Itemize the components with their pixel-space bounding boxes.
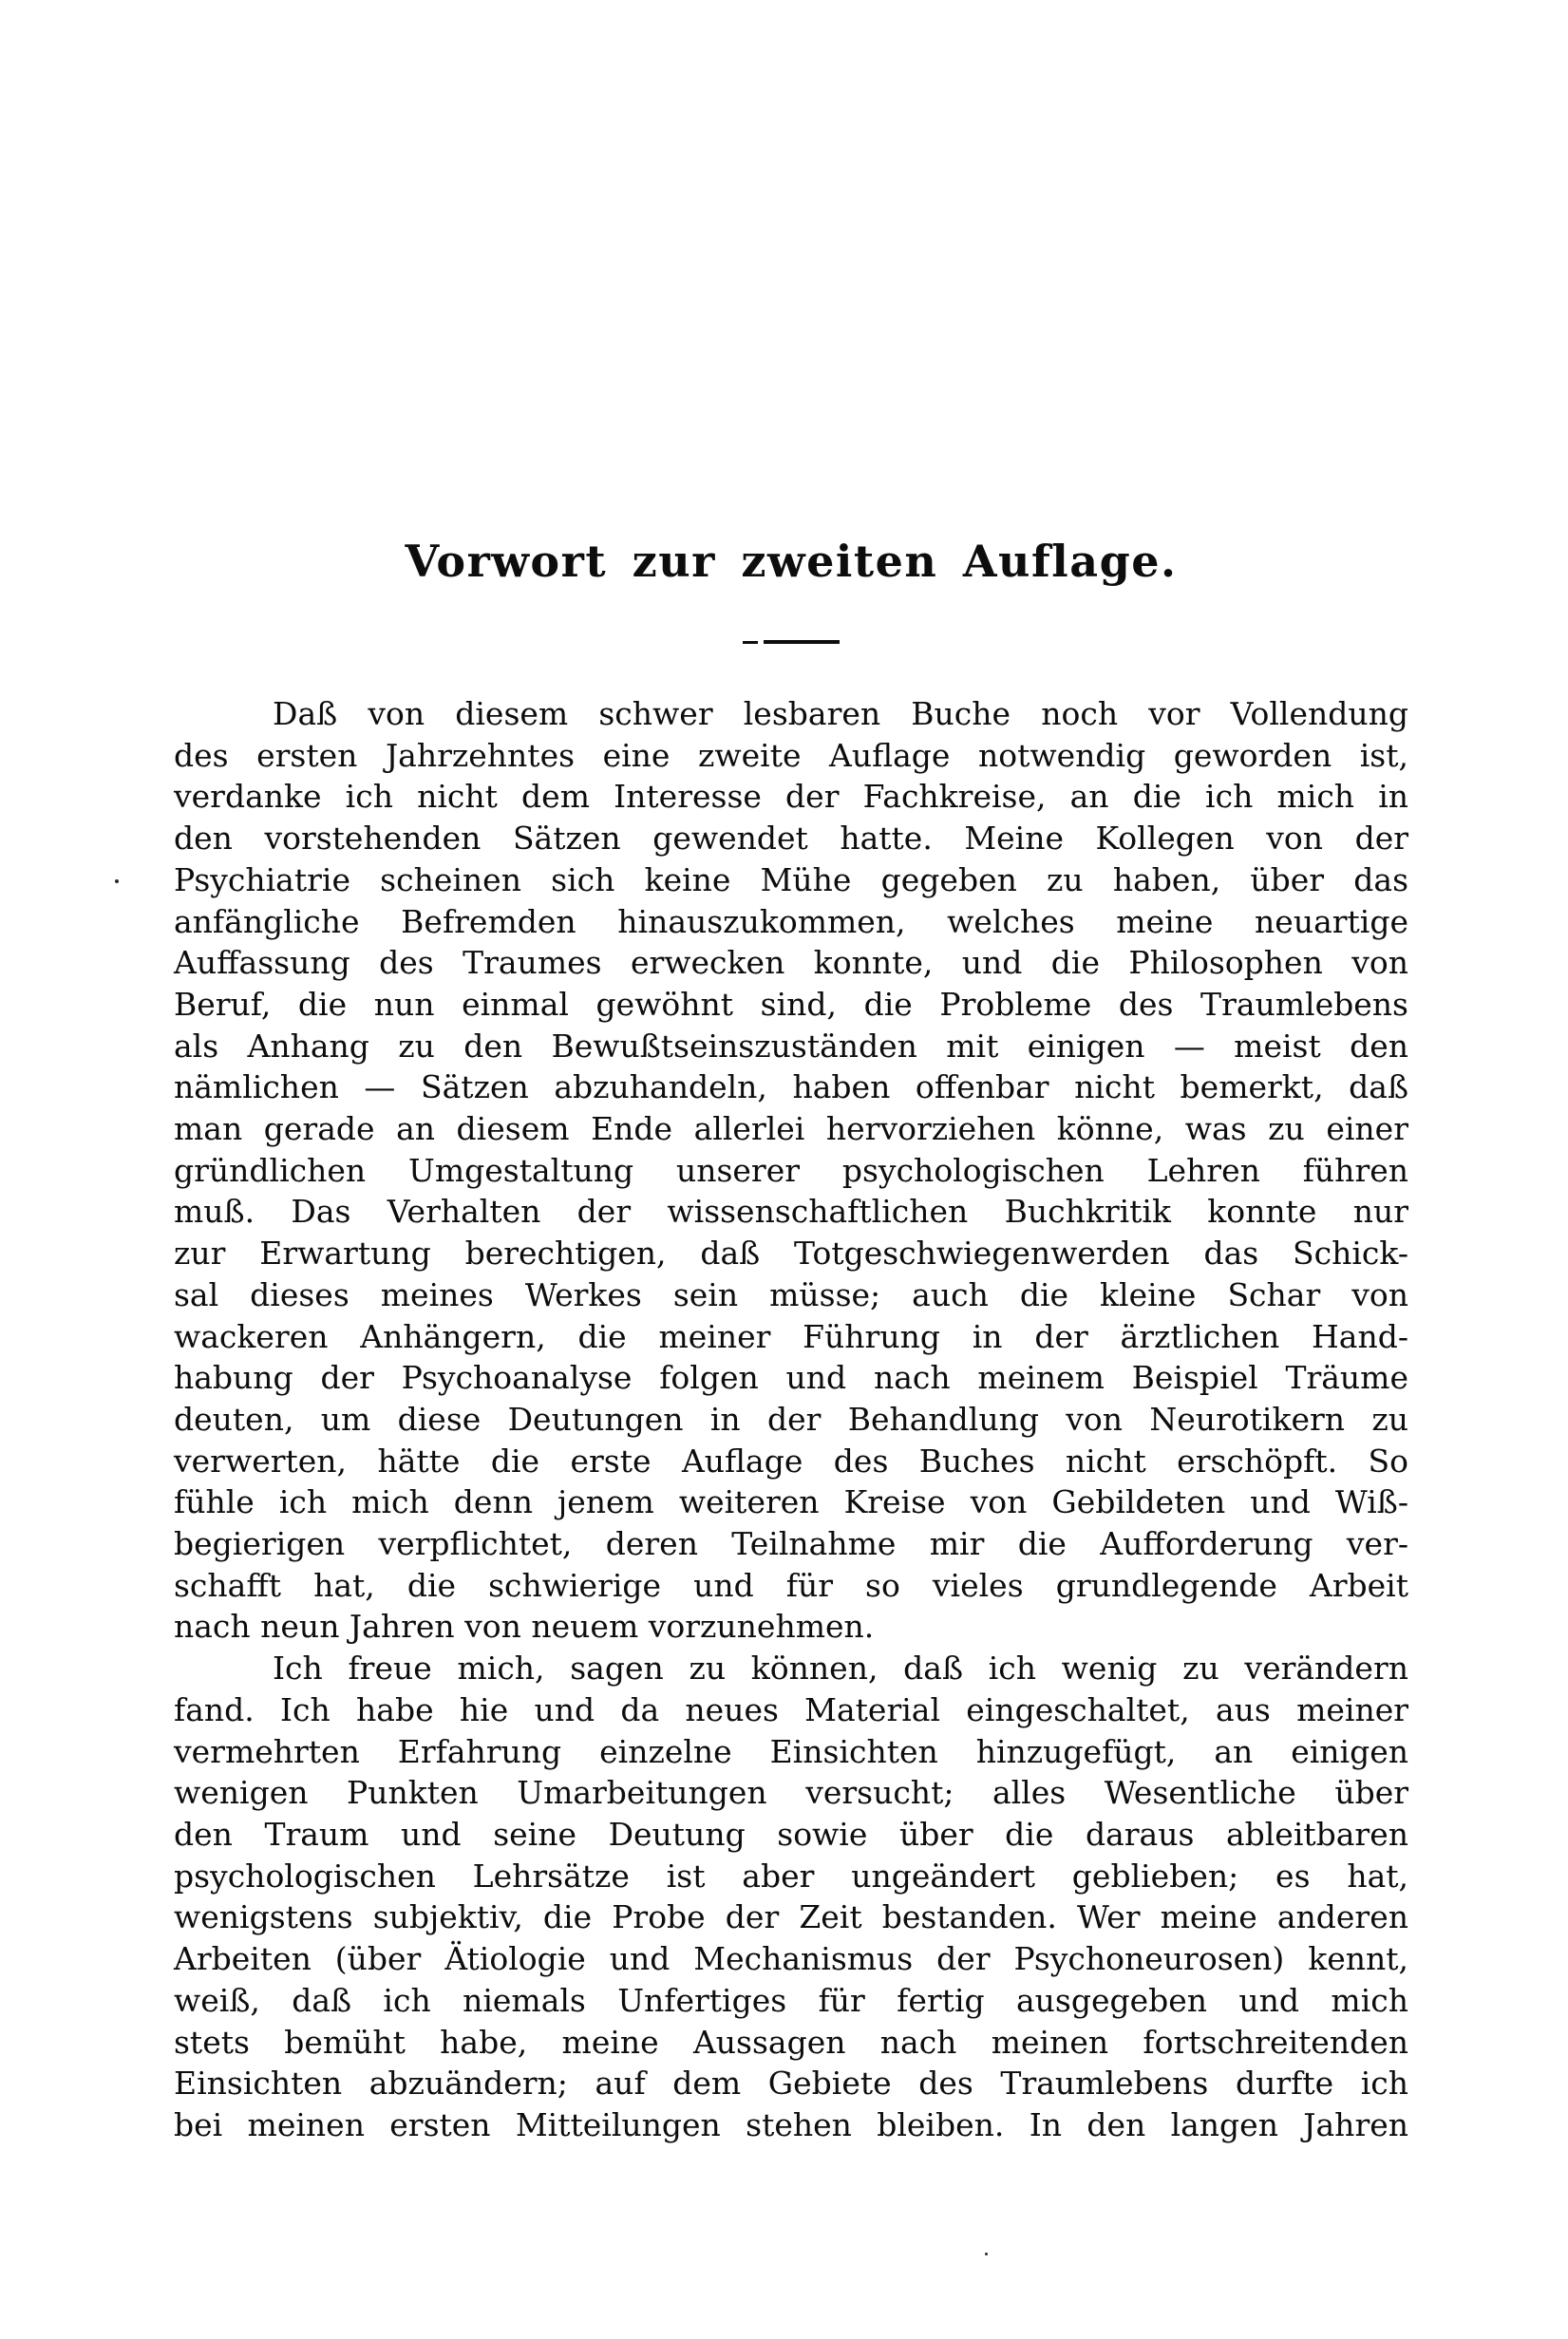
divider-dash-long [764,640,840,644]
text-line: wackeren Anhängern, die meiner Führung in der ärztlichen Hand- [174,1317,1408,1355]
text-line: gründlichen Umgestaltung unserer psychologischen Lehren führen [174,1151,1408,1189]
title-divider-rule [174,640,1408,644]
text-line: verwerten, hätte die erste Auflage des Buches nicht erschöpft. So [174,1442,1408,1480]
text-line: den Traum und seine Deutung sowie über die daraus ableitbaren [174,1815,1408,1853]
scan-speck [115,879,119,883]
text-line: Auffassung des Traumes erwecken konnte, und die Philosophen von [174,944,1408,982]
text-line: psychologischen Lehrsätze ist aber ungeändert geblieben; es hat, [174,1857,1408,1895]
divider-dash-short [743,641,758,644]
text-line: deuten, um diese Deutungen in der Behandlung von Neurotikern zu [174,1400,1408,1438]
text-line: schafft hat, die schwierige und für so vieles grundlegende Arbeit [174,1566,1408,1604]
page-title: Vorwort zur zweiten Auflage. [405,536,1178,587]
text-line: sal dieses meines Werkes sein müsse; auch die kleine Schar von [174,1275,1408,1313]
text-line: zur Erwartung berechtigen, daß Totgeschwiegenwerden das Schick- [174,1235,1408,1273]
text-line: Daß von diesem schwer lesbaren Buche noch vor Vollendung [273,695,1408,732]
text-line: Psychiatrie scheinen sich keine Mühe gegeben zu haben, über das [174,860,1408,898]
text-line: stets bemüht habe, meine Aussagen nach meinen fortschreitenden [174,2023,1408,2061]
text-line: den vorstehenden Sätzen gewendet hatte. Meine Kollegen von der [174,820,1408,858]
text-line: als Anhang zu den Bewußtseinszuständen mit einigen — meist den [174,1027,1408,1065]
text-line: verdanke ich nicht dem Interesse der Fachkreise, an die ich mich in [174,778,1408,816]
text-line: Ich freue mich, sagen zu können, daß ich wenig zu verändern [273,1650,1408,1688]
text-line: nämlichen — Sätzen abzuhandeln, haben offenbar nicht bemerkt, daß [174,1068,1408,1106]
text-line: Arbeiten (über Ätiologie und Mechanismus der Psychoneurosen) kennt, [174,1940,1408,1978]
scan-speck [985,2253,988,2255]
text-line: man gerade an diesem Ende allerlei hervorziehen könne, was zu einer [174,1110,1408,1148]
text-line: begierigen verpflichtet, deren Teilnahme mir die Aufforderung ver- [174,1525,1408,1563]
text-line: wenigstens subjektiv, die Probe der Zeit bestanden. Wer meine anderen [174,1898,1408,1936]
text-line: habung der Psychoanalyse folgen und nach meinem Beispiel Träume [174,1359,1408,1397]
body-text [174,693,1408,2146]
text-line: vermehrten Erfahrung einzelne Einsichten hinzugefügt, an einigen [174,1732,1408,1770]
text-line: des ersten Jahrzehntes eine zweite Auflage notwendig geworden ist, [174,736,1408,774]
text-line: anfängliche Befremden hinauszukommen, welches meine neuartige [174,902,1408,940]
text-line: bei meinen ersten Mitteilungen stehen bleiben. In den langen Jahren [174,2105,1408,2143]
text-line: muß. Das Verhalten der wissenschaftlichen Buchkritik konnte nur [174,1193,1408,1231]
text-line: fand. Ich habe hie und da neues Material eingeschaltet, aus meiner [174,1690,1408,1728]
text-line: nach neun Jahren von neuem vorzunehmen. [174,1608,875,1646]
text-line: Beruf, die nun einmal gewöhnt sind, die Probleme des Traumlebens [174,985,1408,1023]
text-line: wenigen Punkten Umarbeitungen versucht; alles Wesentliche über [174,1774,1408,1812]
text-line: fühle ich mich denn jenem weiteren Kreise von Gebildeten und Wiß- [174,1483,1408,1521]
text-line: Einsichten abzuändern; auf dem Gebiete des Traumlebens durfte ich [174,2065,1408,2103]
text-line: weiß, daß ich niemals Unfertiges für fertig ausgegeben und mich [174,1981,1408,2019]
